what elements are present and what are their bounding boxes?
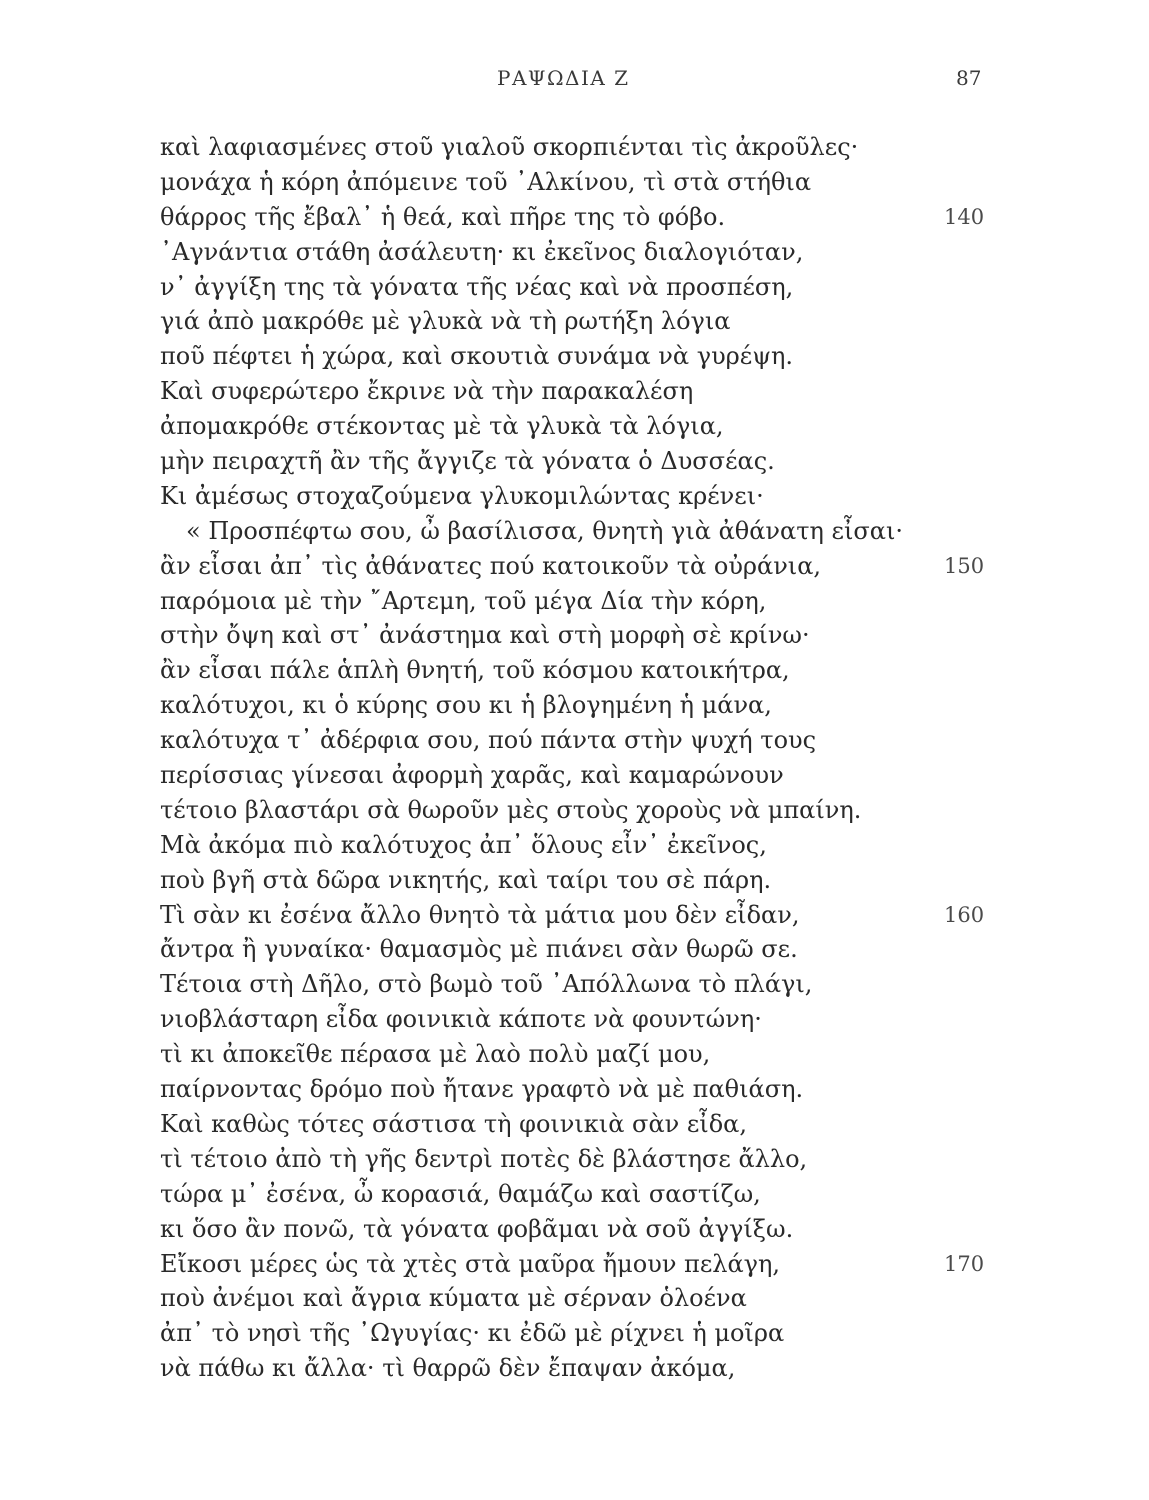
verse-text: τώρα μ᾿ ἐσένα, ὦ κορασιά, θαμάζω καὶ σαστίζω,	[160, 1179, 761, 1208]
verse-line	[160, 165, 1120, 200]
verse-text: ἀπομακρόθε στέκοντας μὲ τὰ γλυκὰ τὰ λόγια,	[160, 412, 724, 441]
verse-text: ποὺ ἀνέμοι καὶ ἄγρια κύματα μὲ σέρναν ὁλοένα	[160, 1284, 747, 1313]
verse-text: Κι ἀμέσως στοχαζούμενα γλυκομιλώντας κρένει·	[160, 481, 764, 510]
verse-text: ν᾿ ἀγγίξη της τὰ γόνατα τῆς νέας καὶ νὰ προσπέση,	[160, 272, 794, 301]
verse-line	[160, 409, 1120, 444]
verse-line	[160, 653, 1120, 688]
verse-text: ᾿Αγνάντια στάθη ἀσάλευτη· κι ἐκεῖνος διαλογιόταν,	[160, 237, 804, 266]
verse-text: ἀπ᾿ τὸ νησὶ τῆς ᾿Ωγυγίας· κι ἐδῶ μὲ ρίχνει ἡ μοῖρα	[160, 1319, 785, 1348]
verse-text: παρόμοια μὲ τὴν ῎Αρτεμη, τοῦ μέγα Δία τὴν κόρη,	[160, 586, 767, 615]
verse-line	[160, 723, 1120, 758]
verse-line	[160, 1107, 1120, 1142]
verse-text: τὶ τέτοιο ἀπὸ τὴ γῆς δεντρὶ ποτὲς δὲ βλάστησε ἄλλο,	[160, 1144, 808, 1173]
verse-line	[160, 270, 1120, 305]
verse-line	[160, 1002, 1120, 1037]
verse-line	[160, 828, 1120, 863]
verse-line	[160, 1177, 1120, 1212]
verse-line	[160, 1247, 1120, 1282]
verse-text: καὶ λαφιασμένες στοῦ γιαλοῦ σκορπιένται τὶς ἀκροῦλες·	[160, 133, 859, 161]
verse-line	[160, 793, 1120, 828]
verse-text: Καὶ συφερώτερο ἔκρινε νὰ τὴν παρακαλέση	[160, 377, 694, 406]
verse-line	[160, 584, 1120, 619]
verse-line	[160, 1351, 1120, 1386]
verse-line	[160, 932, 1120, 967]
verse-text: Εἴκοσι μέρες ὡς τὰ χτὲς στὰ μαῦρα ἤμουν πελάγη,	[160, 1249, 781, 1278]
verse-line	[160, 758, 1120, 793]
line-number: 140	[944, 204, 985, 229]
verse-text: Καὶ καθὼς τότες σάστισα τὴ φοινικιὰ σὰν εἶδα,	[160, 1109, 747, 1138]
page-number: 87	[956, 66, 982, 90]
verse-line	[160, 479, 1120, 514]
verse-text: τέτοιο βλαστάρι σὰ θωροῦν μὲς στοὺς χοροὺς νὰ μπαίνη.	[160, 795, 862, 824]
verse-line	[160, 200, 1120, 235]
verse-text: ἂν εἶσαι ἀπ᾿ τὶς ἀθάνατες πού κατοικοῦν τὰ οὐράνια,	[160, 551, 822, 580]
verse-line	[160, 1072, 1120, 1107]
verse-text: καλότυχοι, κι ὁ κύρης σου κι ἡ βλογημένη ἡ μάνα,	[160, 691, 772, 720]
running-title: ΡΑΨΩΔΙΑ Ζ	[497, 66, 630, 90]
line-number: 160	[944, 902, 985, 927]
line-number: 170	[944, 1251, 985, 1276]
verse-text: μονάχα ἡ κόρη ἀπόμεινε τοῦ ᾿Αλκίνου, τὶ στὰ στήθια	[160, 167, 812, 196]
verse-line	[160, 374, 1120, 409]
line-number: 150	[944, 553, 985, 578]
verse-text: στὴν ὄψη καὶ στ᾿ ἀνάστημα καὶ στὴ μορφὴ σὲ κρίνω·	[160, 621, 810, 650]
verse-line	[160, 1212, 1120, 1247]
verse-line	[160, 235, 1120, 270]
verse-line	[160, 1316, 1120, 1351]
verse-text: τὶ κι ἀποκεῖθε πέρασα μὲ λαὸ πολὺ μαζί μου,	[160, 1040, 711, 1069]
verse-text: μὴν πειραχτῆ ἂν τῆς ἄγγιζε τὰ γόνατα ὁ Δυσσέας.	[160, 447, 775, 476]
verse-text: ποὺ βγῆ στὰ δῶρα νικητής, καὶ ταίρι του σὲ πάρη.	[160, 865, 772, 894]
verse-line	[160, 1037, 1120, 1072]
verse-line	[160, 130, 1120, 165]
verse-line	[160, 898, 1120, 933]
verse-line	[160, 339, 1120, 374]
verse-text: παίρνοντας δρόμο ποὺ ἤτανε γραφτὸ νὰ μὲ παθιάση.	[160, 1075, 804, 1104]
verse-text: καλότυχα τ᾿ ἀδέρφια σου, πού πάντα στὴν ψυχή τους	[160, 726, 817, 755]
verse-line	[160, 1142, 1120, 1177]
verse-text: ἂν εἶσαι πάλε ἁπλὴ θνητή, τοῦ κόσμου κατοικήτρα,	[160, 656, 790, 685]
verse-line	[160, 688, 1120, 723]
verse-text: ποῦ πέφτει ἡ χώρα, καὶ σκουτιὰ συνάμα νὰ γυρέψη.	[160, 342, 794, 371]
verse-line	[160, 1281, 1120, 1316]
verse-text: Τέτοια στὴ Δῆλο, στὸ βωμὸ τοῦ ᾿Απόλλωνα τὸ πλάγι,	[160, 970, 813, 999]
verse-text: θάρρος τῆς ἔβαλ᾿ ἡ θεά, καὶ πῆρε της τὸ φόβο.	[160, 202, 726, 231]
verse-text: γιά ἀπὸ μακρόθε μὲ γλυκὰ νὰ τὴ ρωτήξη λόγια	[160, 307, 731, 336]
verse-text: νιοβλάσταρη εἶδα φοινικιὰ κάποτε νὰ φουντώνη·	[160, 1005, 762, 1034]
running-head	[0, 66, 1149, 96]
verse-line	[160, 549, 1120, 584]
verse-line	[160, 863, 1120, 898]
verse-text: Τὶ σὰν κι ἐσένα ἄλλο θνητὸ τὰ μάτια μου δὲν εἶδαν,	[160, 900, 800, 929]
verse-list	[160, 130, 1120, 1386]
verse-text: κι ὅσο ἂν πονῶ, τὰ γόνατα φοβᾶμαι νὰ σοῦ ἀγγίξω.	[160, 1214, 794, 1243]
verse-line	[160, 967, 1120, 1002]
verse-text: ἄντρα ἢ γυναίκα· θαμασμὸς μὲ πιάνει σὰν θωρῶ σε.	[160, 935, 798, 964]
verse-text: νὰ πάθω κι ἄλλα· τὶ θαρρῶ δὲν ἔπαψαν ἀκόμα,	[160, 1354, 736, 1383]
verse-line	[160, 304, 1120, 339]
verse-line	[160, 618, 1120, 653]
verse-line	[160, 514, 1120, 549]
verse-text: « Προσπέφτω σου, ὦ βασίλισσα, θνητὴ γιὰ ἀθάνατη εἶσαι·	[186, 516, 903, 545]
verse-text: περίσσιας γίνεσαι ἀφορμὴ χαρᾶς, καὶ καμαρώνουν	[160, 761, 784, 790]
verse-text: Μὰ ἀκόμα πιὸ καλότυχος ἀπ᾿ ὅλους εἶν᾿ ἐκεῖνος,	[160, 830, 767, 859]
verse-line	[160, 444, 1120, 479]
